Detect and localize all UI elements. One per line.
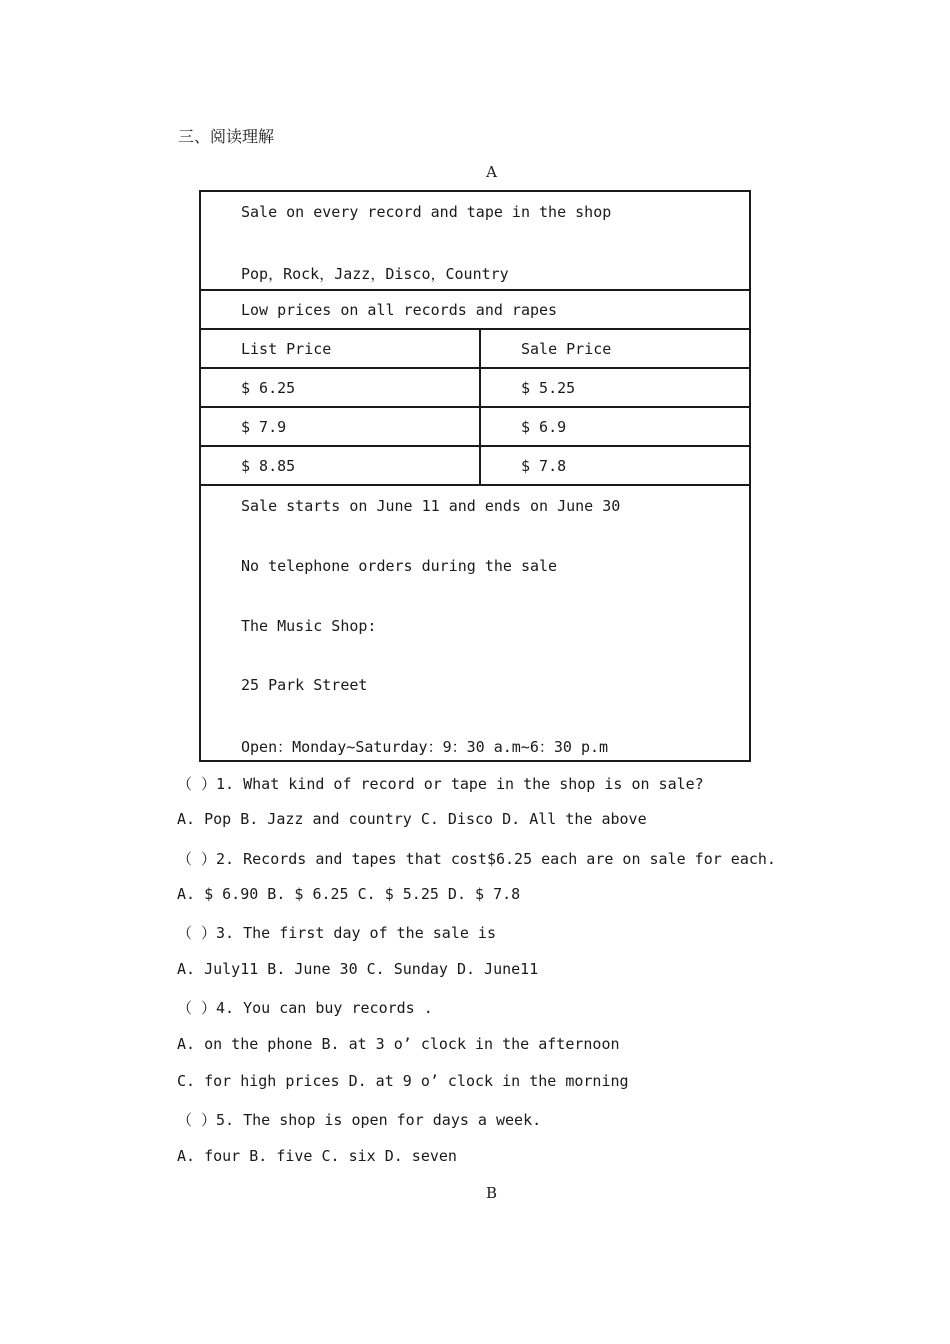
question-stem: （ ）3. The first day of the sale is — [177, 924, 496, 942]
question-options: A. Pop B. Jazz and country C. Disco D. All the above — [177, 810, 647, 828]
advert-table — [199, 190, 751, 762]
question-stem: （ ）2. Records and tapes that cost$6.25 each are on sale for each. — [177, 850, 776, 868]
question-options: A. four B. five C. six D. seven — [177, 1147, 457, 1165]
part-b-label: B — [485, 1184, 498, 1202]
column-divider — [479, 447, 481, 484]
question-options: A. $ 6.90 B. $ 6.25 C. $ 5.25 D. $ 7.8 — [177, 885, 521, 903]
question-options: A. on the phone B. at 3 o’ clock in the afternoon — [177, 1035, 620, 1053]
advert-subheader: Low prices on all records and rapes — [241, 301, 558, 319]
column-divider — [479, 408, 481, 445]
sale-price-value: $ 5.25 — [521, 379, 576, 397]
sale-price-value: $ 7.8 — [521, 457, 567, 475]
question-stem: （ ）1. What kind of record or tape in the shop is on sale? — [177, 775, 704, 793]
sale-dates: Sale starts on June 11 and ends on June 30 — [241, 497, 621, 515]
advert-header-line: Pop，Rock，Jazz，Disco，Country — [241, 265, 509, 283]
advert-subheader-row — [201, 291, 749, 330]
column-divider — [479, 330, 481, 367]
no-phone-orders: No telephone orders during the sale — [241, 557, 558, 575]
advert-header-row — [201, 192, 749, 291]
list-price-value: $ 7.9 — [241, 418, 287, 436]
sale-price-value: $ 6.9 — [521, 418, 567, 436]
price-header-row — [201, 330, 749, 369]
advert-header-line: Sale on every record and tape in the shop — [241, 203, 612, 221]
list-price-header: List Price — [241, 340, 332, 358]
section-heading: 三、阅读理解 — [178, 127, 275, 146]
list-price-value: $ 6.25 — [241, 379, 296, 397]
price-row — [201, 369, 749, 408]
question-stem: （ ）4. You can buy records . — [177, 999, 433, 1017]
question-stem: （ ）5. The shop is open for days a week. — [177, 1111, 542, 1129]
shop-address: 25 Park Street — [241, 676, 368, 694]
shop-name: The Music Shop: — [241, 617, 377, 635]
advert-footer — [201, 486, 749, 762]
column-divider — [479, 369, 481, 406]
price-row — [201, 447, 749, 486]
question-options: A. July11 B. June 30 C. Sunday D. June11 — [177, 960, 539, 978]
opening-hours: Open：Monday~Saturday：9：30 a.m~6：30 p.m — [241, 738, 609, 756]
part-a-label: A — [486, 163, 497, 181]
price-row — [201, 408, 749, 447]
sale-price-header: Sale Price — [521, 340, 612, 358]
question-options: C. for high prices D. at 9 o’ clock in the morning — [177, 1072, 629, 1090]
list-price-value: $ 8.85 — [241, 457, 296, 475]
